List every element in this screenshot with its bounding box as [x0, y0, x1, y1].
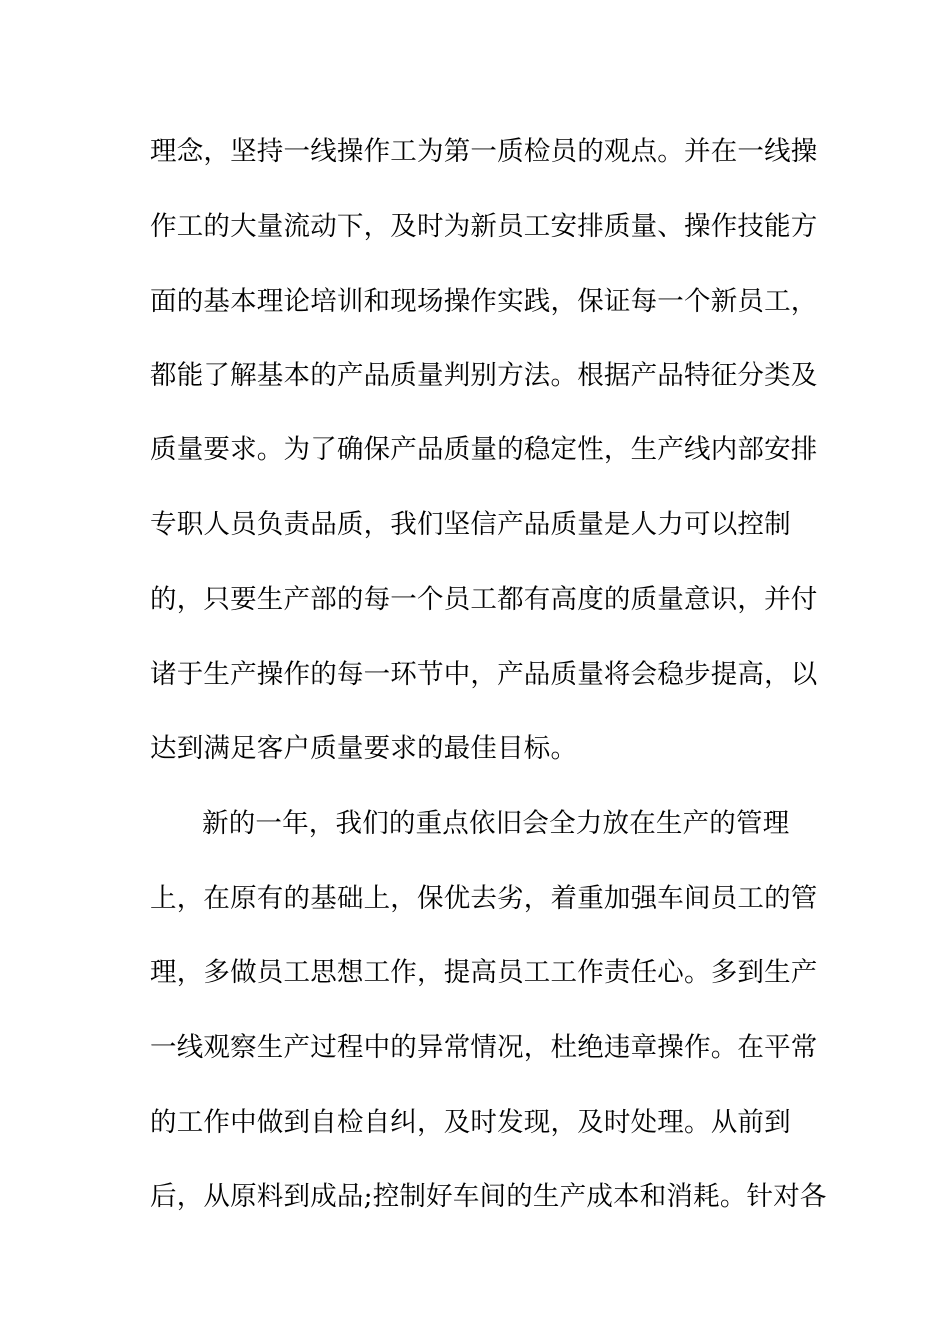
text-line: 的，只要生产部的每一个员工都有高度的质量意识，并付: [150, 584, 818, 615]
text-line: 上，在原有的基础上，保优去劣，着重加强车间员工的管: [150, 883, 818, 914]
text-line: 的工作中做到自检自纠，及时发现，及时处理。从前到: [150, 1107, 791, 1138]
text-line: 后，从原料到成品;控制好车间的生产成本和消耗。针对各: [150, 1181, 827, 1212]
text-line: 一线观察生产过程中的异常情况，杜绝违章操作。在平常: [150, 1032, 818, 1063]
text-line: 作工的大量流动下，及时为新员工安排质量、操作技能方: [150, 211, 818, 242]
text-line: 专职人员负责品质，我们坚信产品质量是人力可以控制: [150, 509, 791, 540]
text-line: 面的基本理论培训和现场操作实践，保证每一个新员工，: [150, 286, 818, 317]
text-line: 理，多做员工思想工作，提高员工工作责任心。多到生产: [150, 957, 818, 988]
text-line: 都能了解基本的产品质量判别方法。根据产品特征分类及: [150, 360, 818, 391]
text-line: 质量要求。为了确保产品质量的稳定性，生产线内部安排: [150, 434, 818, 465]
text-line: 诸于生产操作的每一环节中，产品质量将会稳步提高，以: [150, 659, 818, 690]
text-line: 达到满足客户质量要求的最佳目标。: [150, 733, 578, 764]
paragraph-first-line: 新的一年，我们的重点依旧会全力放在生产的管理: [202, 808, 790, 839]
text-line: 理念，坚持一线操作工为第一质检员的观点。并在一线操: [150, 136, 818, 167]
